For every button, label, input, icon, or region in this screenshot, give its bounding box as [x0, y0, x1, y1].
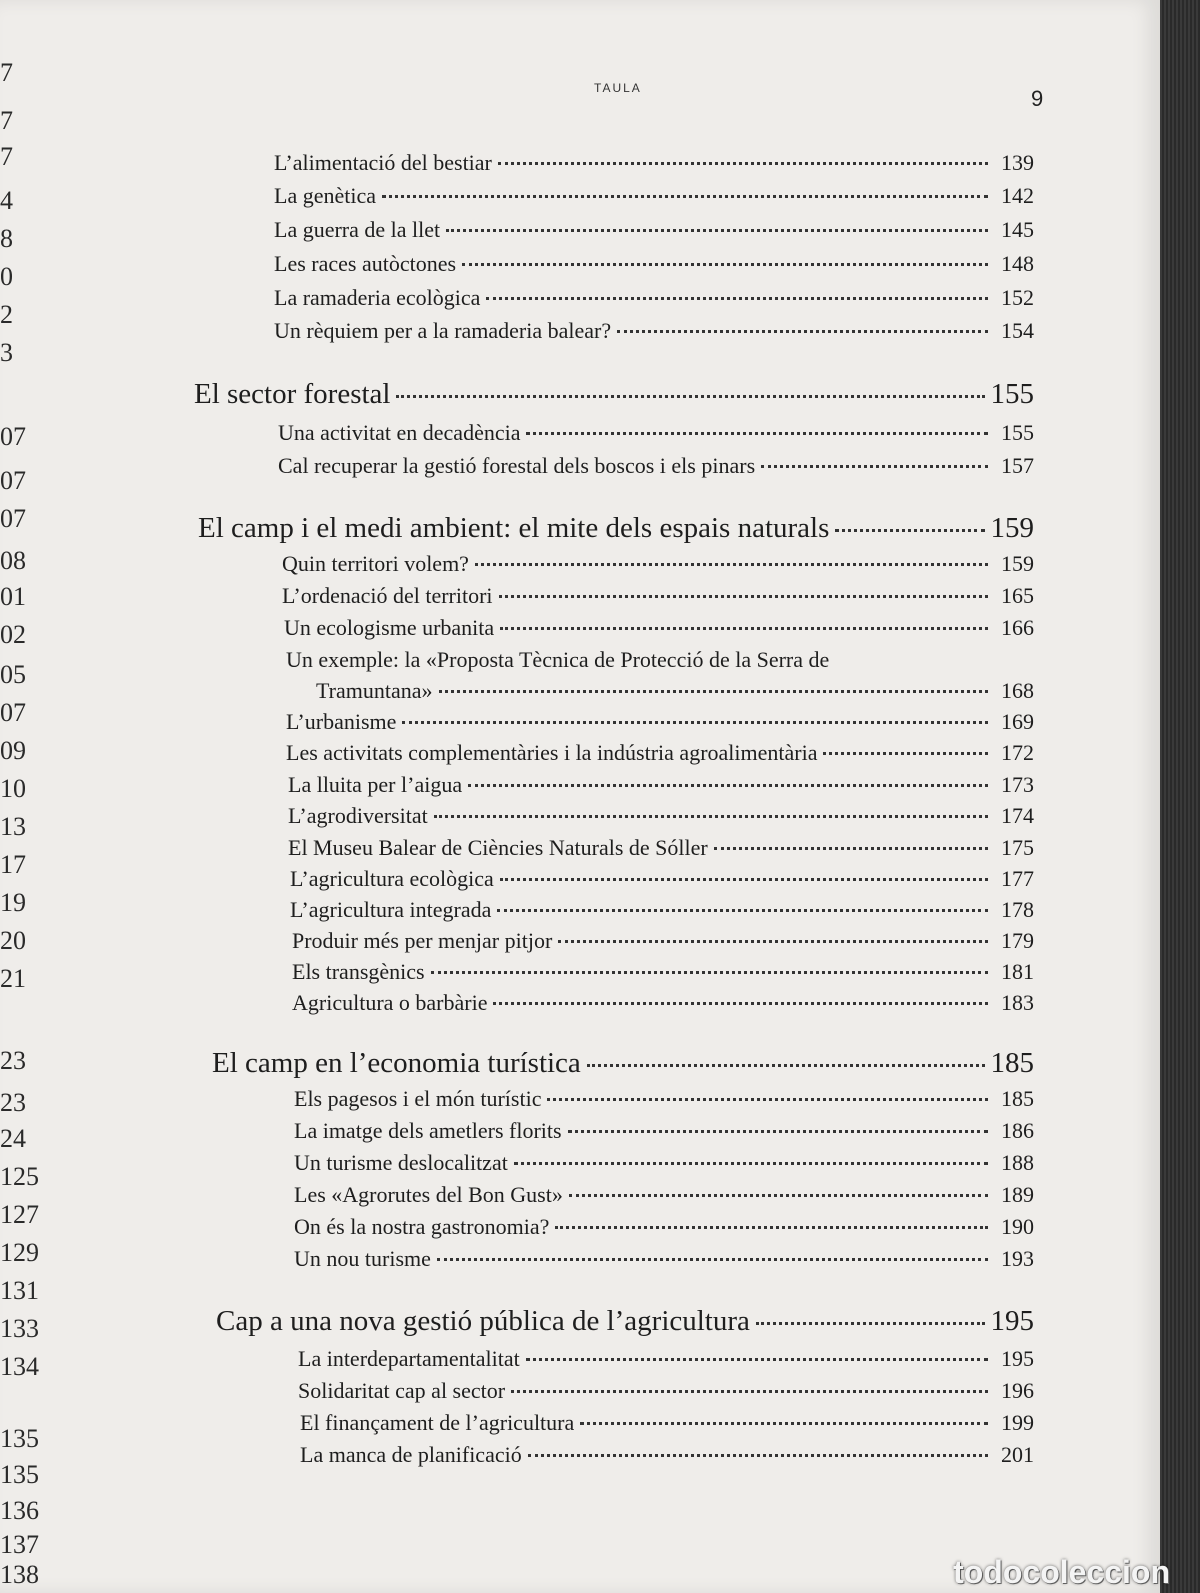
dot-leader	[402, 720, 988, 724]
toc-entry-page: 193	[1001, 1246, 1034, 1271]
toc-entry	[286, 740, 1034, 766]
toc-entry	[274, 251, 1034, 277]
toc-entry-title: Produir més per menjar pitjor	[292, 928, 553, 953]
dot-leader	[493, 1001, 988, 1005]
toc-entry-page: 199	[1001, 1410, 1034, 1435]
toc-entry-page: 179	[1001, 928, 1034, 953]
toc-entry-page: 177	[1001, 866, 1034, 891]
toc-entry-page: 154	[1001, 318, 1034, 343]
toc-entry-title: Agricultura o barbàrie	[292, 990, 488, 1015]
edge-number: 20	[0, 926, 26, 955]
edge-number: 133	[0, 1314, 39, 1343]
dot-leader	[558, 939, 988, 943]
toc-entry-title: Els pagesos i el món turístic	[294, 1086, 542, 1111]
toc-entry	[298, 1378, 1034, 1404]
toc-entry-title: L’agrodiversitat	[288, 803, 428, 828]
toc-entry-page: 190	[1001, 1214, 1034, 1239]
edge-number: 7	[0, 142, 13, 171]
toc-entry	[282, 583, 1034, 609]
toc-entry-page: 201	[1001, 1442, 1034, 1467]
toc-chapter-page: 159	[990, 512, 1034, 544]
edge-number: 24	[0, 1124, 26, 1153]
toc-entry-page: 185	[1001, 1086, 1034, 1111]
dot-leader	[437, 1257, 988, 1261]
toc-entry-title: Els transgènics	[292, 959, 425, 984]
toc-entry	[292, 990, 1034, 1016]
edge-number: 07	[0, 466, 26, 495]
toc-chapter	[212, 1047, 1034, 1080]
toc-entry	[278, 420, 1034, 446]
toc-entry	[292, 928, 1034, 954]
toc-entry-page: 169	[1001, 709, 1034, 734]
toc-entry	[294, 1118, 1034, 1144]
edge-number: 129	[0, 1238, 39, 1267]
dot-leader	[462, 262, 988, 266]
toc-entry-page: 152	[1001, 285, 1034, 310]
dot-leader	[498, 161, 988, 165]
dot-leader	[439, 689, 988, 693]
toc-entry-title: Un ecologisme urbanita	[284, 615, 495, 640]
toc-entry-title-line: Un exemple: la «Proposta Tècnica de Protecció de la Serra de	[286, 647, 830, 672]
toc-chapter-title: El camp en l’economia turística	[212, 1047, 581, 1079]
toc-entry	[300, 1410, 1034, 1436]
watermark: todocoleccion	[953, 1554, 1170, 1590]
toc-entry-title: El Museu Balear de Ciències Naturals de Sóller	[288, 835, 708, 860]
edge-number: 07	[0, 422, 26, 451]
toc-entry-title: Una activitat en decadència	[278, 420, 521, 445]
edge-number: 09	[0, 736, 26, 765]
toc-chapter	[194, 378, 1034, 411]
edge-number: 131	[0, 1276, 39, 1305]
toc-entry-title: Les races autòctones	[274, 251, 457, 276]
toc-entry-title: Les activitats complementàries i la indústria agroalimentària	[286, 740, 818, 765]
toc-entry	[288, 835, 1034, 861]
dot-leader	[526, 1357, 988, 1361]
toc-entry	[300, 1442, 1034, 1468]
toc-chapter-page: 155	[990, 378, 1034, 410]
toc-entry-page: 174	[1001, 803, 1034, 828]
toc-entry-page: 165	[1001, 583, 1034, 608]
dot-leader	[468, 783, 988, 787]
toc-entry-page: 159	[1001, 551, 1034, 576]
toc-entry-title: La interdepartamentalitat	[298, 1346, 520, 1371]
dot-leader	[486, 296, 988, 300]
toc-entry-page: 148	[1001, 251, 1034, 276]
toc-chapter-page: 195	[990, 1305, 1034, 1337]
toc-entry-title: Tramuntana»	[316, 678, 433, 703]
toc-entry	[274, 150, 1034, 176]
previous-page-edge	[0, 0, 40, 1593]
dot-leader	[761, 464, 988, 468]
toc-entry	[284, 615, 1034, 641]
edge-number: 8	[0, 224, 13, 253]
edge-number: 23	[0, 1088, 26, 1117]
toc-entry-title: La ramaderia ecològica	[274, 285, 481, 310]
toc-entry-page: 166	[1001, 615, 1034, 640]
toc-entry-page: 181	[1001, 959, 1034, 984]
dot-leader	[714, 846, 988, 850]
toc-entry-page: 186	[1001, 1118, 1034, 1143]
toc-chapter-title: Cap a una nova gestió pública de l’agricultura	[216, 1305, 750, 1337]
toc-entry-title: L’alimentació del bestiar	[274, 150, 492, 175]
toc-entry-page: 168	[1001, 678, 1034, 703]
toc-entry-title: La genètica	[274, 183, 376, 208]
dot-leader	[756, 1321, 985, 1325]
toc-entry	[274, 183, 1034, 209]
toc-entry-title: La imatge dels ametlers florits	[294, 1118, 562, 1143]
toc-entry-page: 175	[1001, 835, 1034, 860]
toc-chapter	[198, 512, 1034, 545]
dot-leader	[434, 814, 988, 818]
edge-number: 19	[0, 888, 26, 917]
toc-entry-title: L’urbanisme	[286, 709, 397, 734]
toc-entry-title: On és la nostra gastronomia?	[294, 1214, 550, 1239]
toc-entry-title: L’agricultura ecològica	[290, 866, 494, 891]
dot-leader	[500, 877, 988, 881]
dot-leader	[617, 329, 988, 333]
toc-entry	[294, 1150, 1034, 1176]
dot-leader	[475, 562, 988, 566]
toc-entry-title: La manca de planificació	[300, 1442, 522, 1467]
edge-number: 23	[0, 1046, 26, 1075]
dot-leader	[547, 1097, 988, 1101]
page-number: 9	[1031, 86, 1044, 111]
dot-leader	[499, 594, 988, 598]
edge-number: 2	[0, 300, 13, 329]
toc-entry	[298, 1346, 1034, 1372]
toc-entry	[274, 217, 1034, 243]
toc-entry-page: 172	[1001, 740, 1034, 765]
dot-leader	[514, 1161, 988, 1165]
dot-leader	[823, 751, 988, 755]
toc-entry	[316, 678, 1034, 704]
toc-entry-page: 157	[1001, 453, 1034, 478]
toc-chapter	[216, 1305, 1034, 1338]
edge-number: 127	[0, 1200, 39, 1229]
toc-entry	[294, 1182, 1034, 1208]
edge-number: 13	[0, 812, 26, 841]
toc-entry-title: La guerra de la llet	[274, 217, 441, 242]
toc-entry-title: Un rèquiem per a la ramaderia balear?	[274, 318, 612, 343]
toc-entry-page: 139	[1001, 150, 1034, 175]
toc-entry	[274, 318, 1034, 344]
running-head: TAULA	[594, 81, 642, 95]
dot-leader	[528, 1453, 988, 1457]
dot-leader	[835, 528, 984, 532]
edge-number: 4	[0, 186, 13, 215]
toc-entry-page: 155	[1001, 420, 1034, 445]
toc-chapter-page: 185	[990, 1047, 1034, 1079]
dot-leader	[580, 1421, 988, 1425]
dot-leader	[569, 1193, 988, 1197]
edge-number: 05	[0, 660, 26, 689]
toc-entry	[286, 709, 1034, 735]
edge-number: 21	[0, 964, 26, 993]
edge-number: 135	[0, 1460, 39, 1489]
edge-number: 3	[0, 338, 13, 367]
toc-entry-page: 188	[1001, 1150, 1034, 1175]
dot-leader	[431, 970, 988, 974]
edge-number: 7	[0, 58, 13, 87]
edge-number: 0	[0, 262, 13, 291]
edge-number: 07	[0, 698, 26, 727]
dot-leader	[511, 1389, 988, 1393]
toc-chapter-title: El sector forestal	[194, 378, 391, 410]
edge-number: 01	[0, 582, 26, 611]
toc-entry	[294, 1086, 1034, 1112]
edge-number: 136	[0, 1496, 39, 1525]
toc-entry-page: 196	[1001, 1378, 1034, 1403]
toc-entry-page: 183	[1001, 990, 1034, 1015]
edge-number: 135	[0, 1424, 39, 1453]
toc-entry-title: Un turisme deslocalitzat	[294, 1150, 508, 1175]
toc-entry	[290, 897, 1034, 923]
edge-number: 125	[0, 1162, 39, 1191]
dot-leader	[396, 394, 984, 398]
edge-number: 08	[0, 546, 26, 575]
dot-leader	[446, 228, 988, 232]
toc-chapter-title: El camp i el medi ambient: el mite dels espais naturals	[198, 512, 830, 544]
toc-entry-title: Quin territori volem?	[282, 551, 469, 576]
toc-entry	[294, 1214, 1034, 1240]
dot-leader	[555, 1225, 988, 1229]
dot-leader	[500, 626, 988, 630]
toc-entry-title: La lluita per l’aigua	[288, 772, 463, 797]
toc-entry	[292, 959, 1034, 985]
dot-leader	[587, 1063, 985, 1067]
toc-entry-title: Cal recuperar la gestió forestal dels boscos i els pinars	[278, 453, 756, 478]
toc-entry	[282, 551, 1034, 577]
toc-entry-page: 178	[1001, 897, 1034, 922]
edge-number: 02	[0, 620, 26, 649]
toc-entry-page: 189	[1001, 1182, 1034, 1207]
toc-entry-title: Les «Agrorutes del Bon Gust»	[294, 1182, 563, 1207]
toc-entry	[288, 772, 1034, 798]
toc-entry-page: 195	[1001, 1346, 1034, 1371]
edge-number: 138	[0, 1560, 39, 1589]
toc-entry-page: 173	[1001, 772, 1034, 797]
dot-leader	[526, 431, 988, 435]
toc-entry-page: 142	[1001, 183, 1034, 208]
toc-entry-title: L’ordenació del territori	[282, 583, 493, 608]
toc-entry-title: Un nou turisme	[294, 1246, 431, 1271]
dot-leader	[497, 908, 988, 912]
edge-number: 137	[0, 1530, 39, 1559]
toc-entry-page: 145	[1001, 217, 1034, 242]
toc-entry-title: El finançament de l’agricultura	[300, 1410, 575, 1435]
toc-entry	[288, 803, 1034, 829]
toc-entry	[278, 453, 1034, 479]
edge-number: 07	[0, 504, 26, 533]
edge-number: 134	[0, 1352, 39, 1381]
edge-number: 17	[0, 850, 26, 879]
toc-entry	[274, 285, 1034, 311]
toc-entry-title: L’agricultura integrada	[290, 897, 492, 922]
toc-entry-title: Solidaritat cap al sector	[298, 1378, 506, 1403]
edge-number: 7	[0, 106, 13, 135]
toc-entry	[290, 866, 1034, 892]
toc-entry	[294, 1246, 1034, 1272]
edge-number: 10	[0, 774, 26, 803]
book-spine	[1160, 0, 1200, 1593]
dot-leader	[568, 1129, 988, 1133]
dot-leader	[382, 194, 988, 198]
